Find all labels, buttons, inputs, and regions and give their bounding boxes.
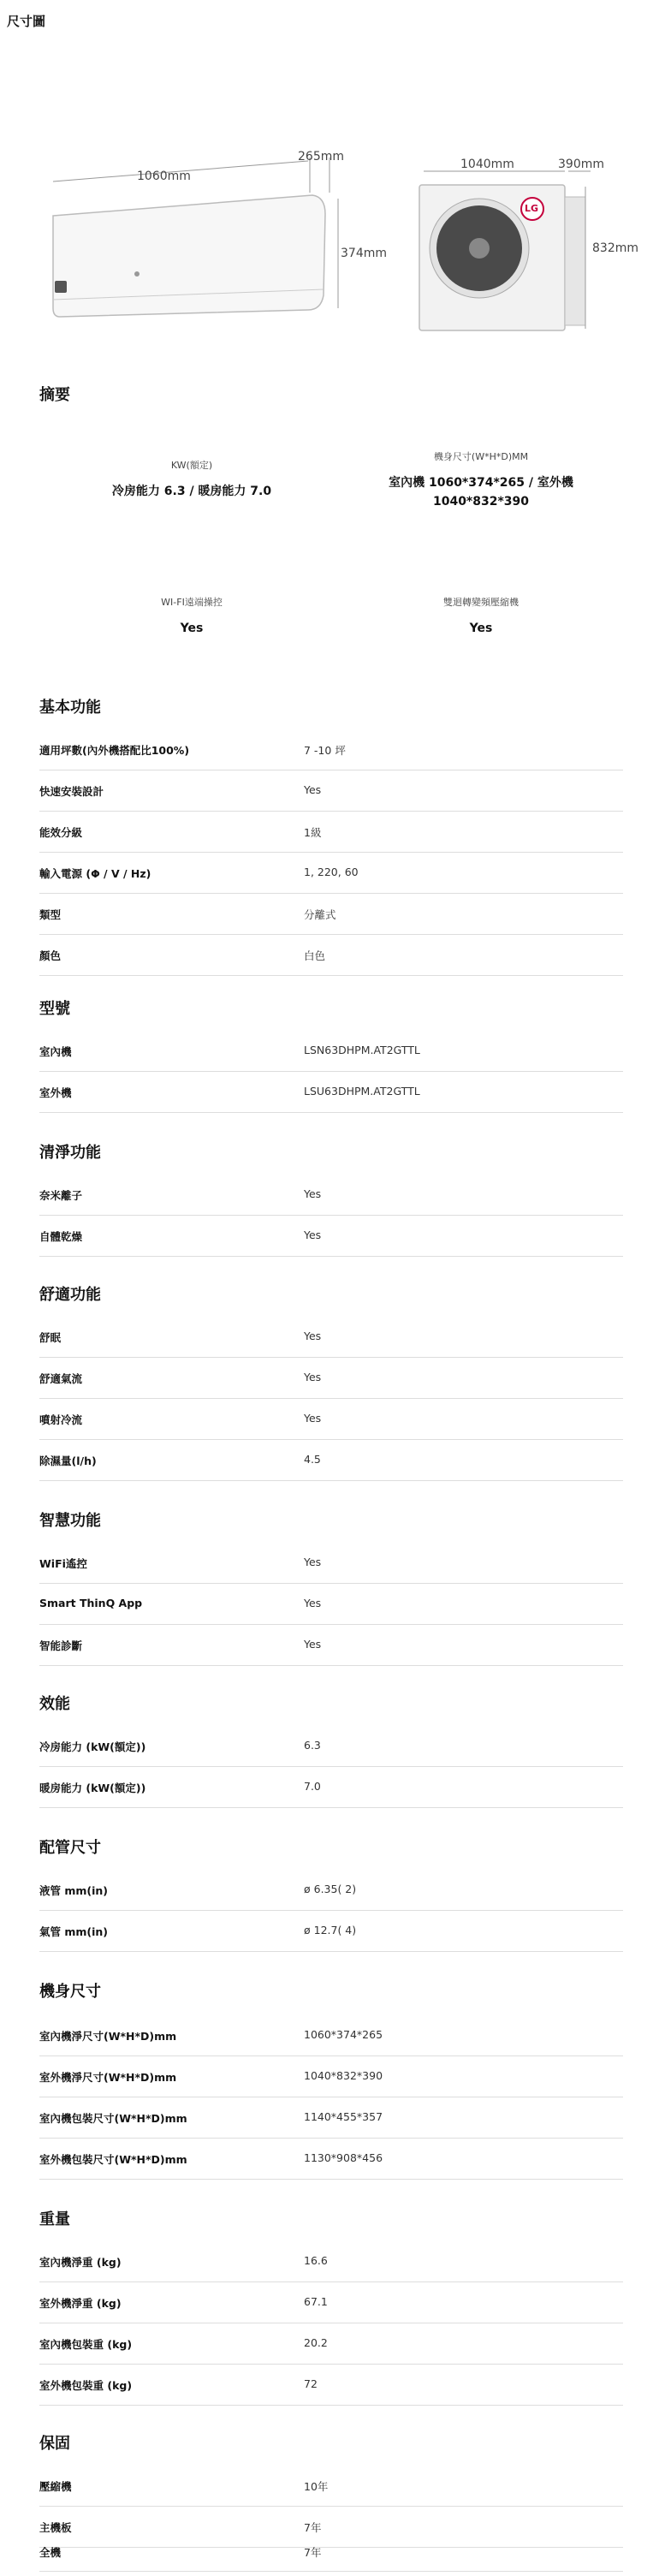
spec-row — [39, 1317, 623, 1358]
spec-row — [39, 1767, 623, 1808]
spec-label: 奈米離子 — [39, 1189, 83, 1202]
spec-label: 暖房能力 (kW(額定)) — [39, 1782, 146, 1794]
summary-capacity — [55, 458, 329, 501]
spec-row — [39, 894, 623, 935]
spec-row — [39, 1543, 623, 1584]
section-title-smart: 智慧功能 — [39, 1512, 101, 1530]
spec-label: 室內機包裝尺寸(W*H*D)mm — [39, 2112, 187, 2125]
outdoor-unit — [419, 185, 585, 330]
spec-value: 1130*908*456 — [304, 2151, 383, 2164]
spec-label: 液管 mm(in) — [39, 1884, 109, 1897]
summary-size — [353, 449, 609, 511]
spec-value: 分離式 — [304, 908, 336, 921]
spec-value: LSU63DHPM.AT2GTTL — [304, 1085, 420, 1098]
section-title-weight: 重量 — [39, 2210, 70, 2228]
spec-value: Yes — [304, 1330, 322, 1342]
spec-row — [39, 2282, 623, 2323]
lg-logo: LG — [525, 203, 539, 214]
summary-title: 摘要 — [39, 386, 70, 404]
spec-row — [39, 853, 623, 894]
spec-label: 室內機淨重 (kg) — [39, 2256, 122, 2269]
spec-label: 能效分級 — [39, 826, 83, 839]
summary-value: 冷房能力 6.3 / 暖房能力 7.0 — [111, 485, 272, 498]
spec-value: Yes — [304, 1597, 322, 1609]
spec-value: ø 6.35( 2) — [304, 1883, 357, 1895]
spec-label: 舒眠 — [39, 1331, 62, 1344]
spec-label: 室外機淨尺寸(W*H*D)mm — [39, 2071, 177, 2084]
spec-label: 室內機 — [39, 1045, 72, 1058]
spec-row — [39, 2015, 623, 2056]
section-title-warranty: 保固 — [39, 2435, 70, 2453]
outdoor-height-label: 832mm — [592, 241, 638, 255]
spec-label: 室外機包裝重 (kg) — [39, 2379, 133, 2392]
indoor-width-label: 1060mm — [137, 170, 191, 183]
spec-value: Yes — [304, 1371, 322, 1383]
spec-row — [39, 1399, 623, 1440]
summary-value: Yes — [469, 622, 493, 635]
summary-head: 機身尺寸(W*H*D)MM — [433, 451, 529, 462]
spec-label: WiFi遙控 — [39, 1557, 87, 1570]
spec-label: 室外機 — [39, 1086, 72, 1099]
spec-row — [39, 1870, 623, 1911]
spec-value: Yes — [304, 1556, 322, 1568]
spec-row — [39, 2466, 623, 2507]
spec-value: Yes — [304, 1187, 322, 1200]
spec-label: 噴射冷流 — [39, 1413, 83, 1426]
spec-row — [39, 1911, 623, 1952]
spec-label: 智能診斷 — [39, 1639, 83, 1652]
spec-value: 7年 — [304, 2546, 322, 2559]
spec-value: 67.1 — [304, 2295, 328, 2308]
spec-row — [39, 2323, 623, 2365]
spec-label: 氣管 mm(in) — [39, 1925, 109, 1938]
dimension-diagram — [0, 146, 659, 334]
spec-label: 輸入電源 (Φ / V / Hz) — [39, 867, 151, 880]
spec-row — [39, 1440, 623, 1481]
spec-value: ø 12.7( 4) — [304, 1924, 357, 1936]
summary-value: 室內機 1060*374*265 / 室外機 1040*832*390 — [389, 476, 573, 509]
spec-value: 1140*455*357 — [304, 2110, 383, 2123]
spec-row — [39, 2365, 623, 2406]
spec-row — [39, 1216, 623, 1257]
spec-value: 1060*374*265 — [304, 2028, 383, 2041]
spec-row — [39, 2534, 623, 2572]
spec-label: 除濕量(l/h) — [39, 1455, 97, 1467]
spec-value: Yes — [304, 1229, 322, 1241]
spec-label: 類型 — [39, 908, 62, 921]
summary-head: WI-FI遠端操控 — [161, 597, 223, 608]
spec-row — [39, 2241, 623, 2282]
spec-label: 壓縮機 — [39, 2480, 72, 2493]
spec-row — [39, 1726, 623, 1767]
spec-label: 快速安裝設計 — [39, 785, 104, 798]
outdoor-depth-label: 390mm — [558, 158, 604, 171]
spec-value: LSN63DHPM.AT2GTTL — [304, 1044, 420, 1056]
summary-wifi — [55, 595, 329, 638]
spec-label: 主機板 — [39, 2521, 72, 2534]
spec-row — [39, 729, 623, 770]
spec-row — [39, 1625, 623, 1666]
spec-value: 1級 — [304, 826, 322, 839]
spec-label: 顏色 — [39, 949, 62, 962]
spec-label: 冷房能力 (kW(額定)) — [39, 1740, 146, 1753]
spec-row — [39, 2056, 623, 2097]
spec-label: 室內機淨尺寸(W*H*D)mm — [39, 2030, 177, 2043]
spec-value: Yes — [304, 1638, 322, 1651]
spec-label: 自體乾燥 — [39, 1230, 83, 1243]
summary-value: Yes — [180, 622, 204, 635]
summary-head: KW(額定) — [170, 460, 213, 471]
indoor-depth-label: 265mm — [298, 150, 344, 164]
spec-label: 全機 — [39, 2546, 62, 2559]
spec-label: 室外機包裝尺寸(W*H*D)mm — [39, 2153, 187, 2166]
spec-value: Yes — [304, 1412, 322, 1425]
spec-value: 7.0 — [304, 1780, 321, 1793]
section-title-piping: 配管尺寸 — [39, 1839, 101, 1857]
section-title-basic: 基本功能 — [39, 699, 101, 717]
section-title-body-size: 機身尺寸 — [39, 1983, 101, 2001]
spec-label: 室外機淨重 (kg) — [39, 2297, 122, 2310]
section-title-purify: 清淨功能 — [39, 1144, 101, 1162]
spec-row — [39, 1175, 623, 1216]
spec-row — [39, 770, 623, 812]
spec-label: Smart ThinQ App — [39, 1597, 143, 1609]
spec-row — [39, 812, 623, 853]
spec-value: 10年 — [304, 2480, 329, 2493]
section-title-comfort: 舒適功能 — [39, 1286, 101, 1304]
spec-row — [39, 1072, 623, 1113]
spec-value: 7年 — [304, 2521, 322, 2534]
spec-row — [39, 935, 623, 976]
spec-label: 室內機包裝重 (kg) — [39, 2338, 133, 2351]
section-title-performance: 效能 — [39, 1695, 70, 1713]
spec-value: Yes — [304, 783, 322, 796]
spec-value: 1, 220, 60 — [304, 866, 359, 878]
section-title-model: 型號 — [39, 1000, 70, 1018]
spec-value: 16.6 — [304, 2254, 328, 2267]
summary-head: 雙迴轉變頻壓縮機 — [443, 597, 519, 608]
spec-value: 72 — [304, 2377, 318, 2390]
spec-value: 7 -10 坪 — [304, 744, 346, 757]
spec-label: 適用坪數(內外機搭配比100%) — [39, 744, 190, 757]
spec-value: 1040*832*390 — [304, 2069, 383, 2082]
indoor-height-label: 374mm — [341, 247, 387, 260]
spec-row — [39, 1031, 623, 1072]
spec-value: 20.2 — [304, 2336, 328, 2349]
ac-units-illustration — [0, 146, 659, 334]
summary-compressor — [353, 595, 609, 638]
spec-value: 白色 — [304, 949, 326, 962]
spec-row — [39, 1358, 623, 1399]
spec-row — [39, 1584, 623, 1625]
outdoor-width-label: 1040mm — [460, 158, 514, 171]
indoor-unit — [53, 195, 325, 317]
spec-value: 4.5 — [304, 1453, 321, 1466]
spec-value: 6.3 — [304, 1739, 321, 1752]
spec-label: 舒適氣流 — [39, 1372, 83, 1385]
spec-row — [39, 2139, 623, 2180]
spec-row — [39, 2097, 623, 2139]
page-title: 尺寸圖 — [7, 14, 46, 29]
